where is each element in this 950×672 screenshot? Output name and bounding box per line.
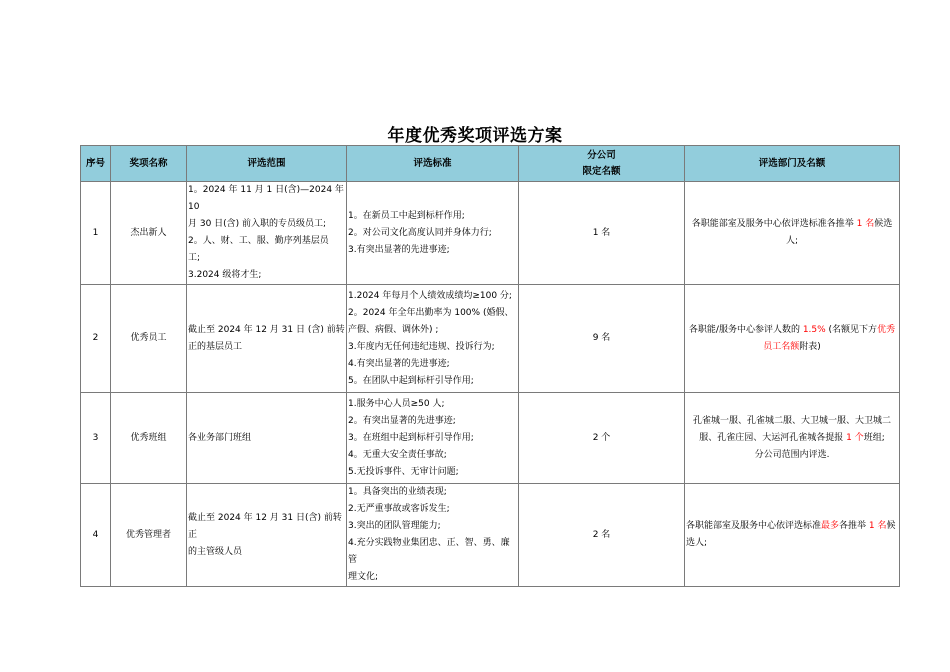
row-criteria	[347, 182, 519, 285]
row-dept	[685, 182, 900, 285]
criteria-line: 1。在新员工中起到标杆作用;	[348, 210, 465, 221]
dept-highlight: 1.5%	[802, 324, 826, 335]
row-dept	[685, 393, 900, 484]
scope-line: 各业务部门班组	[188, 432, 252, 443]
scope-line: 3.2024 级将才生;	[188, 270, 262, 280]
row-name: 优秀员工	[111, 285, 187, 393]
criteria-line: 2.无严重事故或客诉发生;	[348, 504, 450, 514]
dept-text: 服、孔雀庄园、大运河孔雀城各提报	[699, 432, 847, 443]
row-no: 3	[81, 393, 111, 484]
row-no: 1	[81, 182, 111, 285]
header-quota	[519, 146, 685, 182]
row-scope	[187, 285, 347, 393]
criteria-line: 1.2024 年每月个人绩效成绩均≥100 分;	[348, 290, 512, 301]
table-row	[81, 393, 900, 484]
table-row	[81, 285, 900, 393]
criteria-line: 理文化;	[348, 572, 379, 582]
award-table	[80, 145, 900, 587]
dept-text: 分公司范围内评选.	[754, 449, 830, 460]
header-row	[81, 146, 900, 182]
header-scope: 评选范围	[187, 146, 347, 182]
table-row	[81, 484, 900, 587]
dept-highlight: 优秀	[877, 324, 896, 335]
scope-line: 1。2024 年 11 月 1 日(含)—2024 年 10	[188, 185, 344, 212]
row-criteria	[347, 484, 519, 587]
scope-line: 月 30 日(含) 前入职的专员级员工;	[188, 219, 327, 229]
dept-text: 选人;	[686, 538, 708, 548]
scope-line: 2。人、财、工、服、勤序列基层员	[188, 236, 329, 246]
row-quota: 2 个	[519, 393, 685, 484]
row-no: 4	[81, 484, 111, 587]
criteria-line: 2。有突出显著的先进事迹;	[348, 415, 456, 426]
dept-text: 人;	[785, 236, 799, 246]
dept-text: 孔雀城一服、孔雀城二服、大卫城一服、大卫城二	[692, 415, 891, 426]
criteria-line: 2。对公司文化高度认同并身体力行;	[348, 227, 492, 238]
criteria-line: 3。在班组中起到标杆引导作用;	[348, 432, 474, 443]
row-quota: 2 名	[519, 484, 685, 587]
scope-line: 的主管级人员	[188, 546, 243, 557]
row-criteria	[347, 393, 519, 484]
dept-text: 附表)	[799, 341, 821, 352]
criteria-line: 4。无重大安全责任事故;	[348, 449, 447, 460]
scope-line: 工;	[188, 253, 201, 263]
header-name: 奖项名称	[111, 146, 187, 182]
header-quota-line1: 分公司	[587, 149, 616, 161]
header-dept: 评选部门及名额	[685, 146, 900, 182]
dept-highlight: 1 名	[856, 219, 875, 229]
header-no: 序号	[81, 146, 111, 182]
row-scope	[187, 182, 347, 285]
criteria-line: 2。2024 年全年出勤率为 100% (婚假、	[348, 307, 514, 318]
criteria-line: 5.无投诉事件、无审计问题;	[348, 466, 459, 477]
header-criteria: 评选标准	[347, 146, 519, 182]
dept-text: 候选	[874, 219, 893, 229]
criteria-line: 1.服务中心人员≥50 人;	[348, 398, 445, 409]
row-criteria	[347, 285, 519, 393]
row-no: 2	[81, 285, 111, 393]
criteria-line: 3.有突出显著的先进事迹;	[348, 244, 450, 255]
dept-highlight: 最多	[821, 521, 840, 531]
dept-highlight: 员工名额	[763, 341, 800, 352]
criteria-line: 1。具备突出的业绩表现;	[348, 487, 447, 497]
dept-text: (名额见下方	[825, 324, 878, 335]
scope-line: 正的基层员工	[188, 341, 243, 352]
row-name: 杰出新人	[111, 182, 187, 285]
row-dept	[685, 285, 900, 393]
document-title: 年度优秀奖项评选方案	[387, 126, 563, 146]
criteria-line: 3.突出的团队管理能力;	[348, 521, 441, 531]
row-quota: 9 名	[519, 285, 685, 393]
row-scope	[187, 484, 347, 587]
criteria-line: 4.充分实践物业集团忠、正、智、勇、廉管	[348, 538, 510, 565]
criteria-line: 5。在团队中起到标杆引导作用;	[348, 375, 474, 386]
dept-highlight: 1 个	[846, 432, 864, 443]
dept-text: 各职能部室及服务中心依评选标准各推举	[691, 219, 857, 229]
row-name: 优秀管理者	[111, 484, 187, 587]
row-dept	[685, 484, 900, 587]
dept-text: 各推举	[839, 521, 869, 531]
table-row	[81, 182, 900, 285]
dept-text: 各职能部室及服务中心依评选标准	[686, 521, 822, 531]
dept-text: 班组;	[863, 432, 885, 443]
scope-line: 截止至 2024 年 12 月 31 日(含) 前转正	[188, 512, 342, 540]
criteria-line: 3.年度内无任何违纪违规、投诉行为;	[348, 341, 495, 352]
dept-text: 各职能/服务中心参评人数的	[688, 324, 803, 335]
dept-highlight: 1 名	[868, 521, 887, 531]
row-quota: 1 名	[519, 182, 685, 285]
row-name: 优秀班组	[111, 393, 187, 484]
row-scope	[187, 393, 347, 484]
scope-line: 截止至 2024 年 12 月 31 日 (含) 前转	[188, 324, 345, 335]
criteria-line: 4.有突出显著的先进事迹;	[348, 358, 450, 369]
header-quota-line2: 限定名额	[582, 165, 621, 177]
dept-text: 候	[886, 521, 896, 531]
criteria-line: 产假、病假、调休外) ;	[348, 324, 439, 335]
